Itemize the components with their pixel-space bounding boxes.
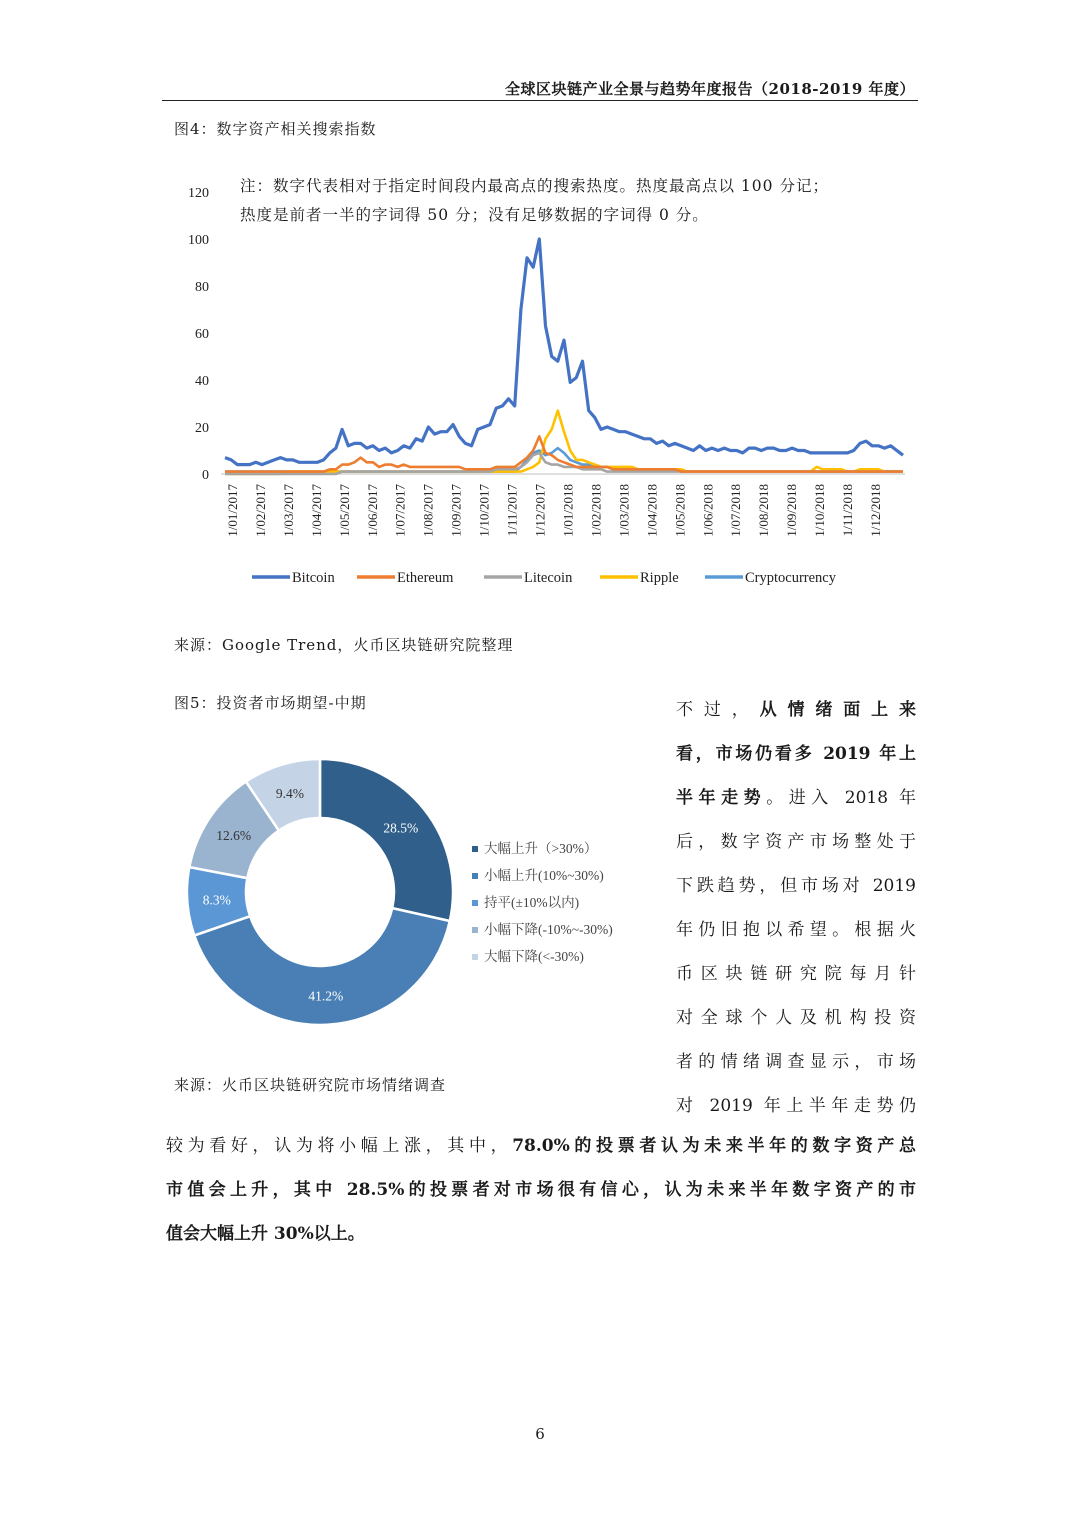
x-tick-label: 1/10/2017 (476, 484, 492, 537)
slice-label: 9.4% (275, 785, 304, 801)
text-run: 。进入 2018 年 (766, 788, 916, 808)
x-tick-label: 1/08/2018 (756, 484, 772, 537)
side_text-line (676, 952, 916, 996)
bold-text: 半年走势 (676, 788, 767, 808)
x-tick-label: 1/09/2017 (448, 484, 464, 537)
legend-swatch (472, 954, 478, 960)
bold-text: 市值会上升，其中 28.5%的投票者对市场很有信心，认为未来半年数字资产的市 (166, 1180, 916, 1200)
y-tick-label: 100 (188, 233, 209, 248)
text-run: 下跌趋势，但市场对 2019 (676, 876, 916, 896)
x-tick-label: 1/04/2018 (644, 484, 660, 537)
legend-label: Bitcoin (292, 570, 335, 586)
slice-label: 41.2% (308, 988, 344, 1004)
figure4-note (240, 172, 930, 230)
side_text-line (676, 996, 916, 1040)
side_text-line (676, 908, 916, 952)
side_text-line (676, 776, 916, 820)
legend-label: Ethereum (397, 570, 454, 586)
body_text-line (166, 1212, 916, 1256)
legend-label: Ripple (640, 570, 679, 586)
search-index-line-chart (0, 0, 1080, 620)
side_text-line (676, 688, 916, 732)
x-tick-label: 1/08/2017 (420, 484, 436, 537)
x-tick-label: 1/10/2018 (812, 484, 828, 537)
legend-label: 小幅下降(-10%~-30%) (484, 922, 613, 937)
donut-legend-item (472, 868, 604, 883)
donut-legend-item (472, 948, 584, 964)
x-tick-label: 1/09/2018 (784, 484, 800, 537)
text-run: 年仍旧抱以希望。根据火 (676, 920, 916, 940)
side_text-line (676, 864, 916, 908)
y-tick-label: 40 (195, 374, 209, 389)
x-tick-label: 1/07/2017 (392, 484, 408, 537)
legend-label: 持平(±10%以内) (484, 895, 580, 910)
y-tick-label: 80 (195, 280, 209, 295)
body_text-line (166, 1124, 916, 1168)
legend-label: 小幅上升(10%~30%) (484, 868, 604, 883)
series-line-ripple (225, 411, 903, 474)
x-tick-label: 1/06/2018 (700, 484, 716, 537)
bold-text: 值会大幅上升 30%以上。 (166, 1224, 365, 1244)
x-tick-label: 1/03/2018 (616, 484, 632, 537)
legend-swatch (472, 873, 478, 879)
bold-text: 看，市场仍看多 2019 年上 (676, 744, 916, 764)
x-tick-label: 1/06/2017 (364, 484, 380, 537)
y-tick-label: 20 (195, 421, 209, 436)
text-run: 较为看好，认为将小幅上涨，其中， (166, 1136, 513, 1156)
donut-legend-item (472, 922, 613, 937)
legend-swatch (472, 900, 478, 906)
x-tick-label: 1/03/2017 (280, 484, 296, 537)
slice-label: 8.3% (202, 892, 231, 908)
figure5-source: 来源：火币区块链研究院市场情绪调查 (174, 1076, 447, 1094)
slice-label: 12.6% (216, 827, 252, 843)
side_text-line (676, 1084, 916, 1128)
legend-label: 大幅下降(<-30%) (484, 949, 584, 964)
legend-label: Cryptocurrency (745, 570, 836, 586)
y-tick-label: 0 (202, 468, 209, 483)
donut-legend-item (472, 840, 597, 856)
donut-slice (194, 908, 449, 1025)
bold-text: 78.0%的投票者认为未来半年的数字资产总 (512, 1136, 916, 1156)
side_text-line (676, 1040, 916, 1084)
page-number: 6 (535, 1425, 545, 1443)
side-paragraph (676, 688, 916, 1128)
legend-label: 大幅上升（>30%） (484, 841, 598, 856)
legend-item-ripple (600, 570, 679, 586)
legend-label: Litecoin (524, 570, 573, 586)
x-tick-label: 1/11/2017 (504, 484, 520, 537)
legend-item-bitcoin (252, 570, 335, 586)
legend-item-litecoin (484, 570, 573, 586)
side_text-line (676, 820, 916, 864)
report-header-title: 全球区块链产业全景与趋势年度报告（2018-2019 年度） (505, 80, 915, 98)
x-tick-label: 1/01/2018 (560, 484, 576, 537)
figure4-caption: 图4：数字资产相关搜索指数 (174, 120, 377, 138)
x-tick-label: 1/02/2017 (252, 484, 268, 537)
y-tick-label: 60 (195, 327, 209, 342)
slice-label: 28.5% (383, 820, 419, 836)
body-paragraph (166, 1124, 916, 1256)
note-line-2: 热度是前者一半的字词得 50 分；没有足够数据的字词得 0 分。 (240, 206, 709, 224)
legend-item-ethereum (357, 570, 454, 586)
legend-swatch (472, 927, 478, 933)
body_text-line (166, 1168, 916, 1212)
figure4-source: 来源：Google Trend，火币区块链研究院整理 (174, 636, 514, 654)
text-run: 不过， (676, 700, 760, 720)
y-tick-label: 120 (188, 186, 209, 201)
legend-item-cryptocurrency (705, 570, 837, 586)
legend-swatch (472, 846, 478, 852)
x-tick-label: 1/11/2018 (840, 484, 856, 537)
x-tick-label: 1/12/2018 (868, 484, 883, 537)
side_text-line (676, 732, 916, 776)
donut-legend-item (472, 894, 579, 910)
x-tick-label: 1/05/2017 (336, 484, 352, 537)
x-tick-label: 1/05/2018 (672, 484, 688, 537)
text-run: 对全球个人及机构投资 (676, 1008, 916, 1028)
donut-slice (320, 759, 453, 921)
text-run: 币区块链研究院每月针 (676, 964, 916, 984)
x-tick-label: 1/02/2018 (588, 484, 604, 537)
figure5-caption: 图5：投资者市场期望-中期 (174, 694, 367, 712)
note-line-1: 注：数字代表相对于指定时间段内最高点的搜索热度。热度最高点以 100 分记； (240, 177, 829, 195)
bold-text: 从情绪面上来 (759, 700, 916, 720)
x-tick-label: 1/07/2018 (728, 484, 744, 537)
text-run: 后，数字资产市场整处于 (676, 832, 916, 852)
x-tick-label: 1/04/2017 (308, 484, 324, 537)
text-run: 对 2019 年上半年走势仍 (676, 1096, 916, 1116)
x-tick-label: 1/12/2017 (532, 484, 548, 537)
text-run: 者的情绪调查显示，市场 (676, 1052, 916, 1072)
x-tick-label: 1/01/2017 (225, 484, 240, 537)
investor-expectation-donut-chart (170, 740, 650, 1050)
